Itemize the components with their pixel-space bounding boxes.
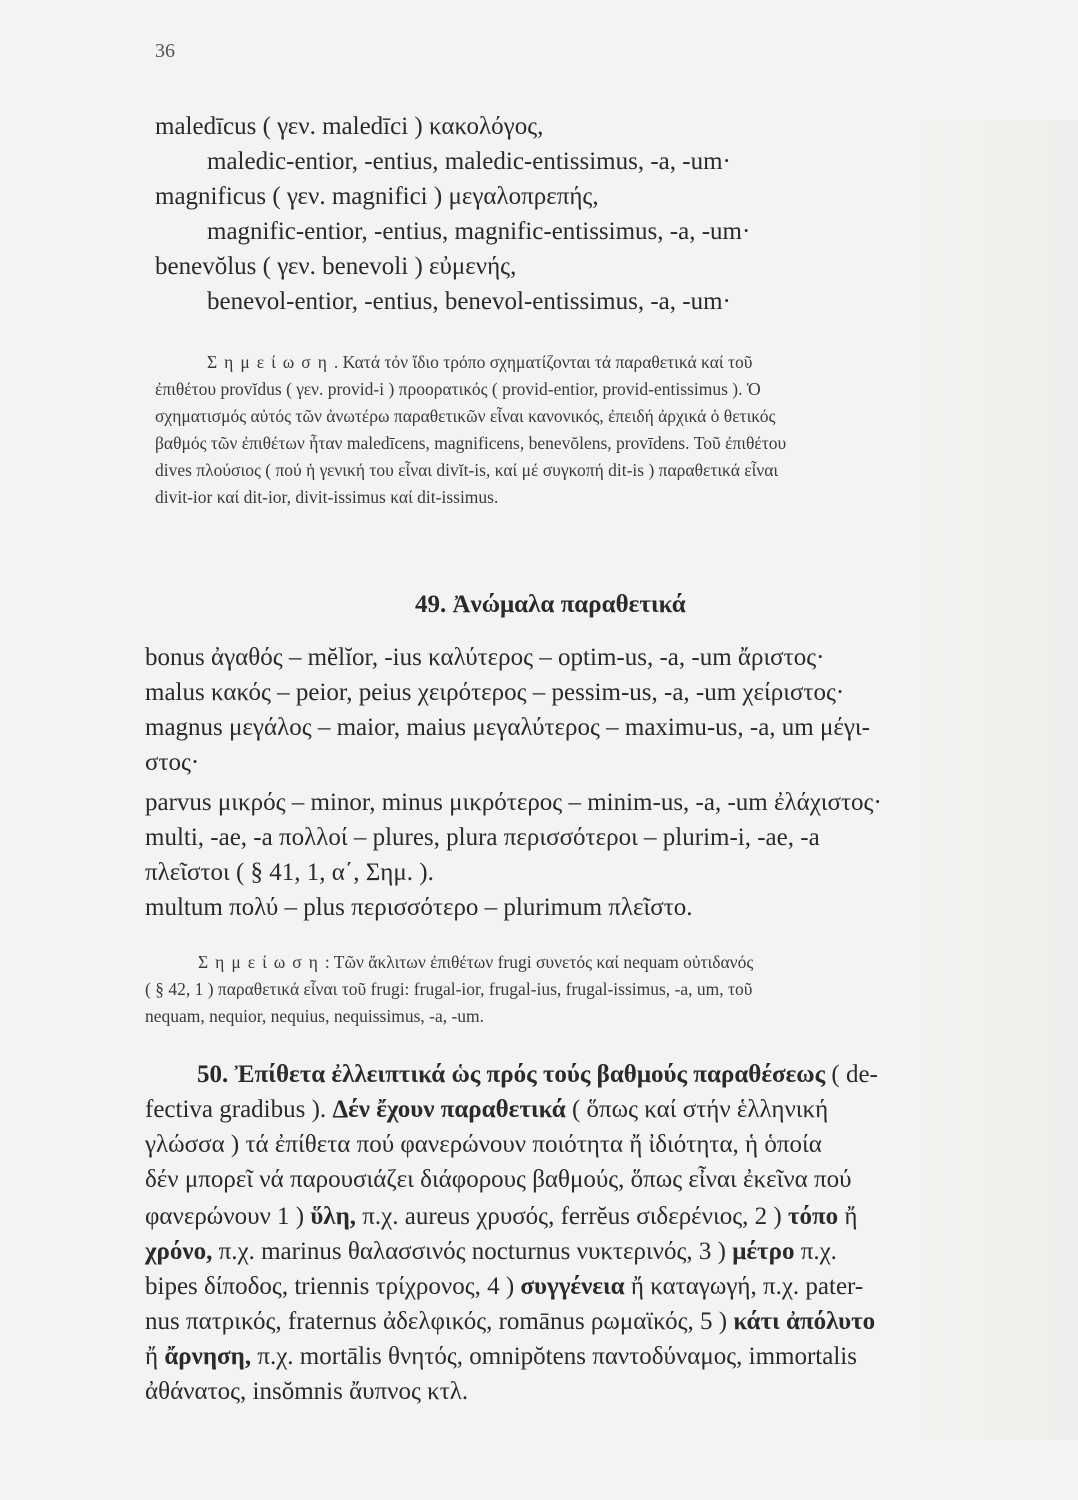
note2-line2: ( § 42, 1 ) παραθετικά εἶναι τοῦ frugi: frugal-ior, frugal-ius, frugal-issimus, -a, um, τοῦ — [145, 979, 753, 999]
s49-multi-cont: πλεῖστοι ( § 41, 1, α΄, Σημ. ). — [145, 859, 434, 886]
s50-line7: bipes δίποδος, triennis τρίχρονος, 4 ) συγγένεια ἤ καταγωγή, π.χ. pater- — [145, 1273, 864, 1300]
section-50-heading: 50. Ἐπίθετα ἐλλειπτικά ὡς πρός τούς βαθμούς παραθέσεως — [197, 1061, 826, 1088]
s49-malus: malus κακός – peior, peius χειρότερος – pessim-us, -a, -um χείριστος· — [145, 679, 845, 706]
s49-bonus: bonus ἀγαθός – mĕlĭor, -ius καλύτερος – optim-us, -a, -um ἄριστος· — [145, 644, 825, 671]
s49-multi: multi, -ae, -a πολλοί – plures, plura περισσότεροι – plurim-i, -ae, -a — [145, 824, 820, 851]
s49-multum: multum πολύ – plus περισσότερο – plurimum πλεῖστο. — [145, 894, 693, 921]
note2-line1: Σημείωση: Τῶν ἄκλιτων ἐπιθέτων frugi συνετός καί nequam οὐτιδανός — [198, 952, 754, 972]
note1-line2: ἐπιθέτου provĭdus ( γεν. provid-i ) προορατικός ( provid-entior, provid-entissimus ). Ὁ — [155, 379, 761, 399]
note1-line6: divit-ior καί dit-ior, divit-issimus καί dit-issimus. — [155, 487, 499, 507]
s50-line6: χρόνο, π.χ. marinus θαλασσινός nocturnus νυκτερινός, 3 ) μέτρο π.χ. — [145, 1238, 837, 1265]
entry-benevolus-forms: benevol-entior, -entius, benevol-entissimus, -a, -um· — [207, 288, 731, 315]
section-49-heading: 49. Ἀνώμαλα παραθετικά — [415, 591, 686, 618]
entry-magnificus: magnificus ( γεν. magnifici ) μεγαλοπρεπής, — [155, 183, 599, 210]
s50-line2: fectiva gradibus ). Δέν ἔχουν παραθετικά ( ὅπως καί στήν ἑλληνική — [145, 1096, 829, 1123]
entry-maledicus: maledīcus ( γεν. maledīci ) κακολόγος, — [155, 113, 544, 140]
s49-magnus: magnus μεγάλος – maior, maius μεγαλύτερος – maximu-us, -a, um μέγι- — [145, 714, 870, 741]
s49-magnus-cont: στος· — [145, 749, 200, 776]
s49-parvus: parvus μικρός – minor, minus μικρότερος – minim-us, -a, -um ἐλάχιστος· — [145, 789, 882, 816]
note1-line5: dives πλούσιος ( πού ἡ γενική του εἶναι divĭt-is, καί μέ συγκοπή dit-is ) παραθετικά εἶναι — [155, 460, 779, 480]
s50-line9: ἤ ἄρνηση, π.χ. mortālis θνητός, omnipŏtens παντοδύναμος, immortalis — [145, 1343, 857, 1370]
s50-line3: γλώσσα ) τά ἐπίθετα πού φανερώνουν ποιότητα ἤ ἰδιότητα, ἡ ὁποία — [145, 1131, 822, 1158]
note1-line3: σχηματισμός αὐτός τῶν ἀνωτέρω παραθετικῶν εἶναι κανονικός, ἐπειδή ἀρχικά ὁ θετικός — [155, 406, 776, 426]
bleed-through-shadow — [918, 120, 1078, 1440]
entry-benevolus: benevŏlus ( γεν. benevoli ) εὐμενής, — [155, 253, 517, 280]
section-50-heading-line: 50. Ἐπίθετα ἐλλειπτικά ὡς πρός τούς βαθμούς παραθέσεως ( de- — [197, 1061, 878, 1088]
entry-magnificus-forms: magnific-entior, -entius, magnific-entissimus, -a, -um· — [207, 218, 751, 245]
note2-line3: nequam, nequior, nequius, nequissimus, -a, -um. — [145, 1006, 485, 1026]
note1-line4: βαθμός τῶν ἐπιθέτων ἦταν maledīcens, magnificens, benevŏlens, provīdens. Τοῦ ἐπιθέτου — [155, 433, 787, 453]
s50-line5: φανερώνουν 1 ) ὕλη, π.χ. aureus χρυσός, ferrĕus σιδερένιος, 2 ) τόπο ἤ — [145, 1203, 858, 1230]
note2-label: Σημείωση — [198, 952, 325, 972]
s50-line4: δέν μπορεῖ νά παρουσιάζει διάφορους βαθμούς, ὅπως εἶναι ἐκεῖνα πού — [145, 1166, 852, 1193]
page-number: 36 — [155, 40, 175, 62]
s50-line10: ἀθάνατος, insŏmnis ἄυπνος κτλ. — [145, 1378, 469, 1405]
note1-label: Σημείωση — [207, 352, 334, 372]
entry-maledicus-forms: maledic-entior, -entius, maledic-entissimus, -a, -um· — [207, 148, 731, 175]
note1-line1: Σημείωση. Κατά τόν ἴδιο τρόπο σχηματίζονται τά παραθετικά καί τοῦ — [207, 352, 753, 372]
s50-line8: nus πατρικός, fraternus ἀδελφικός, romānus ρωμαϊκός, 5 ) κάτι ἀπόλυτο — [145, 1308, 876, 1335]
